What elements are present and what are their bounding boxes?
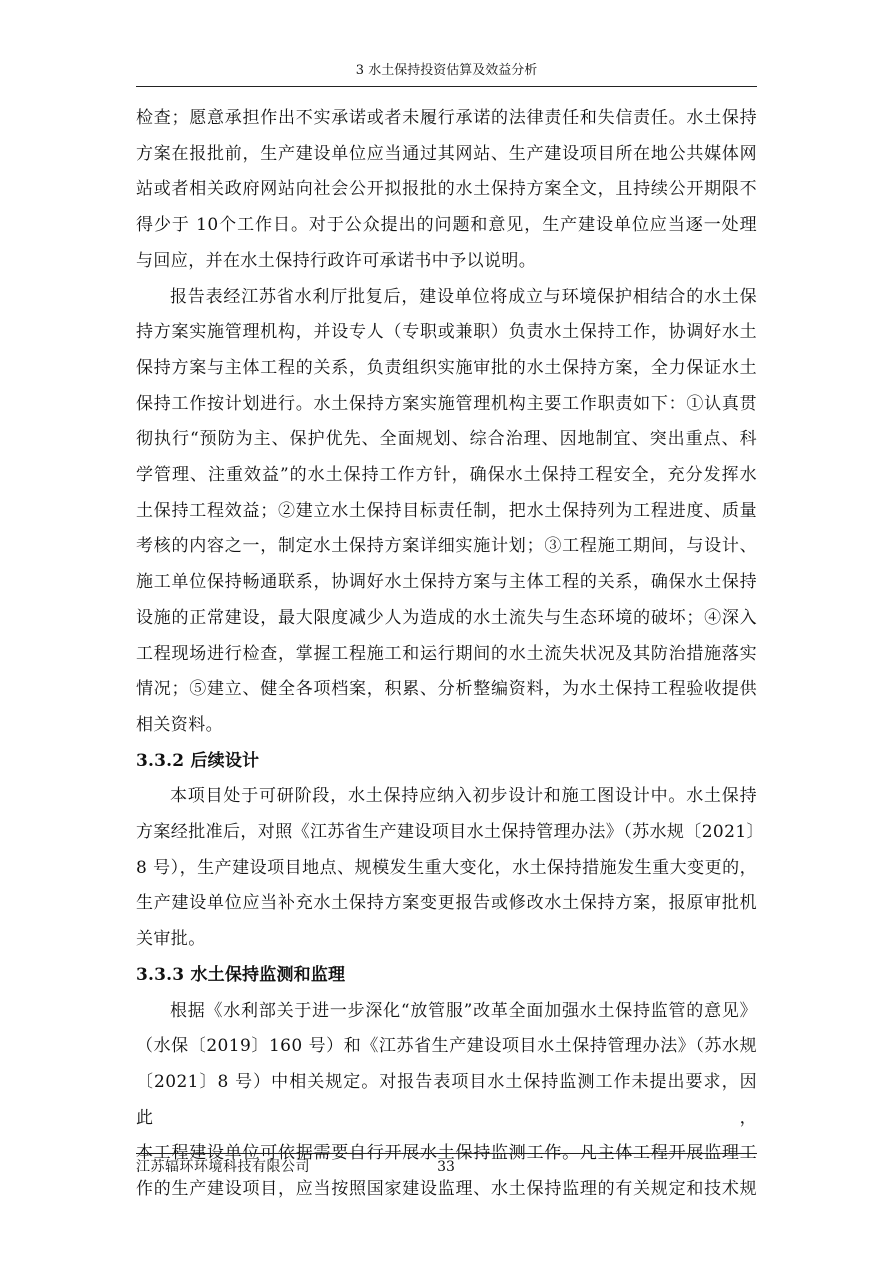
text-line: 根据《水利部关于进一步深化“放管服”改革全面加强水土保持监管的意见》 bbox=[170, 1000, 757, 1021]
text-line: 方案在报批前，生产建设单位应当通过其网站、生产建设项目所在地公共媒体网 bbox=[136, 143, 757, 164]
text-line: 工程现场进行检查，掌握工程施工和运行期间的水土流失状况及其防治措施落实 bbox=[136, 643, 757, 664]
text-line: 持方案实施管理机构，并设专人（专职或兼职）负责水土保持工作，协调好水土 bbox=[136, 322, 757, 343]
text-line: 土保持工程效益；②建立水土保持目标责任制，把水土保持列为工程进度、质量 bbox=[136, 500, 757, 521]
paragraph-3 bbox=[136, 779, 764, 958]
text-line: 报告表经江苏省水利厅批复后，建设单位将成立与环境保护相结合的水土保 bbox=[170, 286, 757, 307]
text-line: 本工程建设单位可依据需要自行开展水土保持监测工作。凡主体工程开展监理工 bbox=[136, 1143, 757, 1164]
text-line: 关审批。 bbox=[136, 929, 206, 950]
header-rule bbox=[136, 86, 757, 87]
section-heading-3-3-3 bbox=[136, 958, 757, 994]
text-line: 情况；⑤建立、健全各项档案，积累、分析整编资料，为水土保持工程验收提供 bbox=[136, 679, 757, 700]
text-line: 本项目处于可研阶段，水土保持应纳入初步设计和施工图设计中。水土保持 bbox=[170, 786, 757, 807]
text-line: 方案经批准后，对照《江苏省生产建设项目水土保持管理办法》（苏水规〔2021〕 bbox=[136, 822, 764, 843]
body-text bbox=[136, 101, 764, 1208]
page-number: 33 bbox=[437, 1159, 455, 1175]
text-line: 得少于 10个工作日。对于公众提出的问题和意见，生产建设单位应当逐一处理 bbox=[136, 215, 757, 236]
section-number: 3.3.3 bbox=[136, 964, 185, 985]
text-line: 作的生产建设项目，应当按照国家建设监理、水土保持监理的有关规定和技术规 bbox=[136, 1179, 757, 1200]
text-line: 施工单位保持畅通联系，协调好水土保持方案与主体工程的关系，确保水土保持 bbox=[136, 572, 757, 593]
section-title: 水土保持监测和监理 bbox=[190, 964, 346, 985]
text-line: 8 号），生产建设项目地点、规模发生重大变化，水土保持措施发生重大变更的， bbox=[136, 857, 757, 878]
footer-rule bbox=[136, 1153, 757, 1154]
text-line: 站或者相关政府网站向社会公开拟报批的水土保持方案全文，且持续公开期限不 bbox=[136, 179, 757, 200]
text-line: 设施的正常建设，最大限度减少人为造成的水土流失与生态环境的破坏；④深入 bbox=[136, 607, 757, 628]
section-title: 后续设计 bbox=[190, 750, 260, 771]
text-line: 考核的内容之一，制定水土保持方案详细实施计划；③工程施工期间，与设计、 bbox=[136, 536, 757, 557]
running-header: 3 水土保持投资估算及效益分析 bbox=[355, 63, 538, 78]
text-line: 生产建设单位应当补充水土保持方案变更报告或修改水土保持方案，报原审批机 bbox=[136, 893, 757, 914]
text-line: 相关资料。 bbox=[136, 714, 223, 735]
text-line: 检查；愿意承担作出不实承诺或者未履行承诺的法律责任和失信责任。水土保持 bbox=[136, 108, 757, 128]
text-line: （水保〔2019〕160 号）和《江苏省生产建设项目水土保持管理办法》（苏水规 bbox=[136, 1036, 757, 1057]
text-line: 〔2021〕8 号）中相关规定。对报告表项目水土保持监测工作未提出要求，因此， bbox=[136, 1071, 757, 1128]
text-line: 保持方案与主体工程的关系，负责组织实施审批的水土保持方案，全力保证水土 bbox=[136, 357, 757, 378]
section-heading-3-3-2 bbox=[136, 744, 757, 780]
text-line: 学管理、注重效益”的水土保持工作方针，确保水土保持工程安全，充分发挥水 bbox=[136, 465, 757, 486]
text-line: 彻执行“预防为主、保护优先、全面规划、综合治理、因地制宜、突出重点、科 bbox=[136, 429, 757, 450]
paragraph-1 bbox=[136, 101, 757, 280]
paragraph-2 bbox=[136, 280, 757, 744]
footer-company: 江苏辐环环境科技有限公司 bbox=[136, 1159, 310, 1175]
text-line: 保持工作按计划进行。水土保持方案实施管理机构主要工作职责如下：①认真贯 bbox=[136, 393, 757, 414]
section-number: 3.3.2 bbox=[136, 750, 185, 771]
text-line: 与回应，并在水土保持行政许可承诺书中予以说明。 bbox=[136, 250, 537, 271]
